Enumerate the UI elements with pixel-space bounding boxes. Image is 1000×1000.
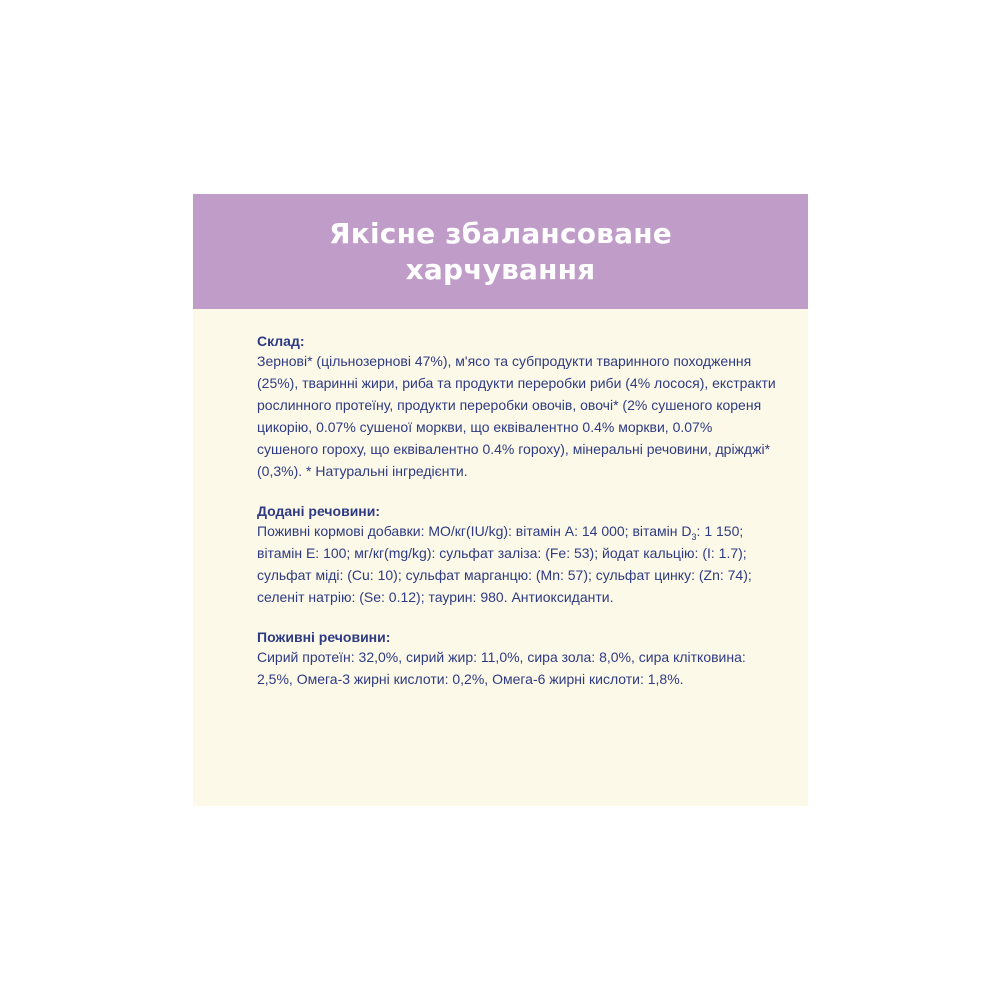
composition-heading: Склад: — [257, 333, 305, 349]
title-banner — [193, 194, 808, 309]
info-card — [193, 194, 808, 806]
nutrients-text: Сирий протеїн: 32,0%, сирий жир: 11,0%, сира зола: 8,0%, сира клітковина: 2,5%, Омега-3 жирні кислоти: 0,2%, Омега-6 жирні кислоти: 1,8%. — [257, 649, 746, 687]
nutrients-heading: Поживні речовини: — [257, 629, 391, 645]
additives-section — [257, 502, 777, 608]
additives-text — [257, 520, 777, 608]
page-title: Якісне збалансоване харчування — [329, 216, 672, 286]
additives-heading: Додані речовини: — [257, 503, 381, 519]
composition-text: Зернові* (цільнозернові 47%), м'ясо та субпродукти тваринного походження (25%), тваринні жири, риба та продукти переробки риби (4% лосося), екстракти рослинного протеїну, продукти переробки овочів, овочі* (2% сушеного кореня цикорію, 0.07% сушеної моркви, що еквівалентно 0.4% моркви, 0.07% сушеного гороху, що еквівалентно 0.4% гороху), мінеральні речовини, дріжджі* (0,3%). * Натуральні інгредієнти. — [257, 353, 776, 479]
composition-section — [257, 332, 777, 482]
vitamin-d-subscript: 3 — [691, 531, 697, 542]
content-body — [257, 332, 777, 710]
nutrients-section — [257, 628, 777, 690]
additives-text-part-2: : 1 150; вітамін E: 100; мг/кг(mg/kg): сульфат заліза: (Fe: 53); йодат кальцію: (I: 1.7); сульфат міді: (Cu: 10); сульфат марганцю: (Mn: 57); сульфат цинку: (Zn: 74); селеніт натрію: (Se: 0.12); таурин: 980. Антиоксиданти. — [257, 523, 752, 605]
additives-text-part-1: Поживні кормові добавки: МО/кг(IU/kg): вітамін A: 14 000; вітамін D — [257, 523, 692, 539]
